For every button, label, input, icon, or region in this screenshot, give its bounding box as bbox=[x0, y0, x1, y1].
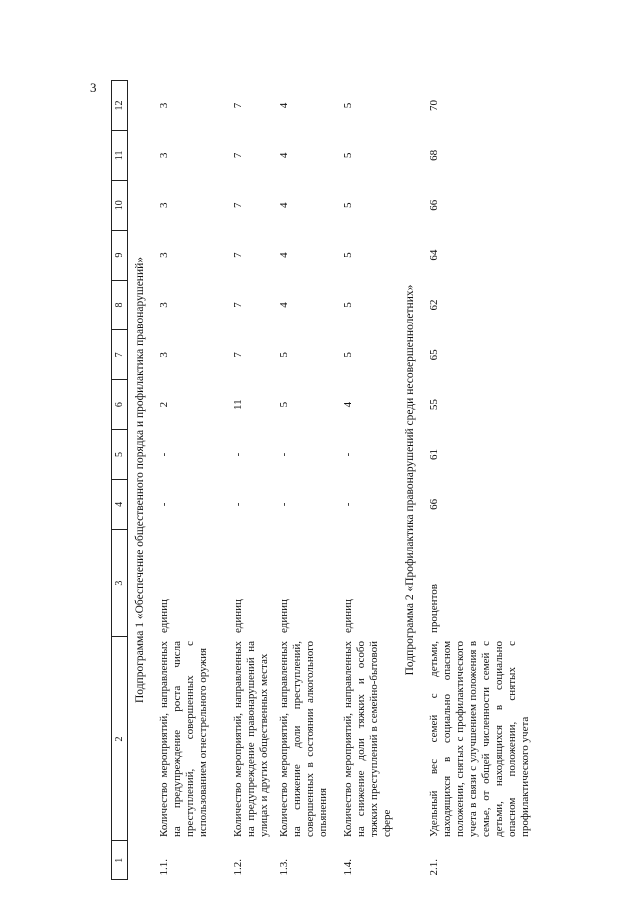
value-cell: 7 bbox=[232, 102, 244, 109]
value-cell: 5 bbox=[342, 202, 354, 208]
value-cell: 66 bbox=[428, 498, 440, 510]
column-number: 3 bbox=[112, 529, 128, 637]
row-number: 1.1. bbox=[158, 859, 170, 876]
value-cell: 7 bbox=[232, 252, 244, 258]
table-row bbox=[425, 81, 536, 880]
value-cell: 65 bbox=[428, 349, 440, 361]
value-cell: 3 bbox=[158, 102, 170, 109]
row-number: 1.2. bbox=[232, 859, 244, 876]
value-cell: 4 bbox=[278, 202, 290, 208]
table-row bbox=[229, 81, 275, 880]
value-cell: 5 bbox=[278, 401, 290, 408]
value-cell: - bbox=[342, 452, 354, 457]
value-cell: 66 bbox=[428, 199, 440, 211]
value-cell: 70 bbox=[428, 99, 440, 111]
value-cell: 4 bbox=[278, 152, 290, 159]
value-cell: 3 bbox=[158, 202, 170, 208]
value-cell: 7 bbox=[232, 302, 244, 308]
indicator-description: Количество мероприятий, направленных на предупреждение правонарушений на улицах и других общественных местах bbox=[232, 640, 270, 837]
unit-cell: единиц bbox=[158, 599, 170, 633]
table-row bbox=[339, 81, 398, 880]
table-row bbox=[275, 81, 339, 880]
unit-cell: единиц bbox=[278, 599, 290, 633]
column-number: 5 bbox=[112, 430, 128, 480]
row-number: 1.3. bbox=[278, 859, 290, 876]
value-cell: 62 bbox=[428, 299, 440, 311]
value-cell: 4 bbox=[278, 302, 290, 308]
column-number: 4 bbox=[112, 479, 128, 529]
subprogram-title: Подпрограмма 1 «Обеспечение общественного порядка и профилактика правонарушений» bbox=[134, 256, 146, 704]
column-number: 2 bbox=[112, 637, 128, 841]
value-cell: 7 bbox=[232, 152, 244, 159]
value-cell: 11 bbox=[232, 399, 244, 410]
column-number: 11 bbox=[112, 130, 128, 180]
indicators-table bbox=[111, 80, 536, 880]
value-cell: 5 bbox=[278, 352, 290, 358]
column-number: 8 bbox=[112, 280, 128, 330]
value-cell: - bbox=[232, 502, 244, 507]
column-number: 10 bbox=[112, 180, 128, 230]
subprogram-heading-row bbox=[128, 81, 156, 880]
value-cell: - bbox=[158, 452, 170, 457]
value-cell: - bbox=[278, 502, 290, 507]
value-cell: 3 bbox=[158, 152, 170, 159]
page-number: 3 bbox=[90, 80, 97, 95]
subprogram-title: Подпрограмма 2 «Профилактика правонарушений среди несовершеннолетних» bbox=[404, 284, 416, 676]
value-cell: 5 bbox=[342, 252, 354, 258]
column-number-row bbox=[112, 81, 128, 880]
value-cell: 68 bbox=[428, 149, 440, 161]
value-cell: 5 bbox=[342, 302, 354, 308]
value-cell: 4 bbox=[278, 252, 290, 258]
row-number: 2.1. bbox=[428, 859, 440, 876]
indicator-description: Количество мероприятий, направленных на снижение доли тяжких и особо тяжких преступлений в семейно-бытовой сфере bbox=[342, 640, 393, 837]
column-number: 1 bbox=[112, 841, 128, 880]
value-cell: - bbox=[342, 502, 354, 507]
subprogram-heading-row bbox=[398, 81, 425, 880]
value-cell: 3 bbox=[158, 252, 170, 258]
value-cell: 55 bbox=[428, 399, 440, 411]
row-number: 1.4. bbox=[342, 859, 354, 876]
indicator-description: Удельный вес семей с детьми, находящихся в социально опасном положении, снятых с профилактического учета в связи с улучшением положения в семье, от общей численности семей с детьми, находящихся в социально опасном положении, снятых с профилактического учета bbox=[428, 640, 531, 837]
column-number: 6 bbox=[112, 380, 128, 430]
indicator-description: Количество мероприятий, направленных на предупреждение роста числа преступлений, совершенных с использованием огнестрельного оружия bbox=[158, 640, 209, 837]
column-number: 9 bbox=[112, 230, 128, 280]
value-cell: 5 bbox=[342, 352, 354, 358]
value-cell: 4 bbox=[278, 102, 290, 109]
table-row bbox=[155, 81, 229, 880]
value-cell: - bbox=[232, 452, 244, 457]
value-cell: 5 bbox=[342, 102, 354, 109]
value-cell: 3 bbox=[158, 302, 170, 308]
value-cell: 3 bbox=[158, 352, 170, 358]
column-number: 12 bbox=[112, 81, 128, 131]
value-cell: 2 bbox=[158, 401, 170, 408]
unit-cell: единиц bbox=[342, 599, 354, 633]
value-cell: 7 bbox=[232, 352, 244, 358]
value-cell: 7 bbox=[232, 202, 244, 208]
rotated-table-page bbox=[111, 80, 631, 880]
value-cell: 4 bbox=[342, 401, 354, 408]
column-number: 7 bbox=[112, 330, 128, 380]
value-cell: - bbox=[278, 452, 290, 457]
value-cell: - bbox=[158, 502, 170, 507]
value-cell: 61 bbox=[428, 449, 440, 461]
indicator-description: Количество мероприятий, направленных на снижение доли преступлений, совершенных в состоянии алкогольного опьянения bbox=[278, 640, 329, 837]
unit-cell: процентов bbox=[428, 584, 440, 633]
value-cell: 5 bbox=[342, 152, 354, 159]
unit-cell: единиц bbox=[232, 599, 244, 633]
value-cell: 64 bbox=[428, 249, 440, 261]
